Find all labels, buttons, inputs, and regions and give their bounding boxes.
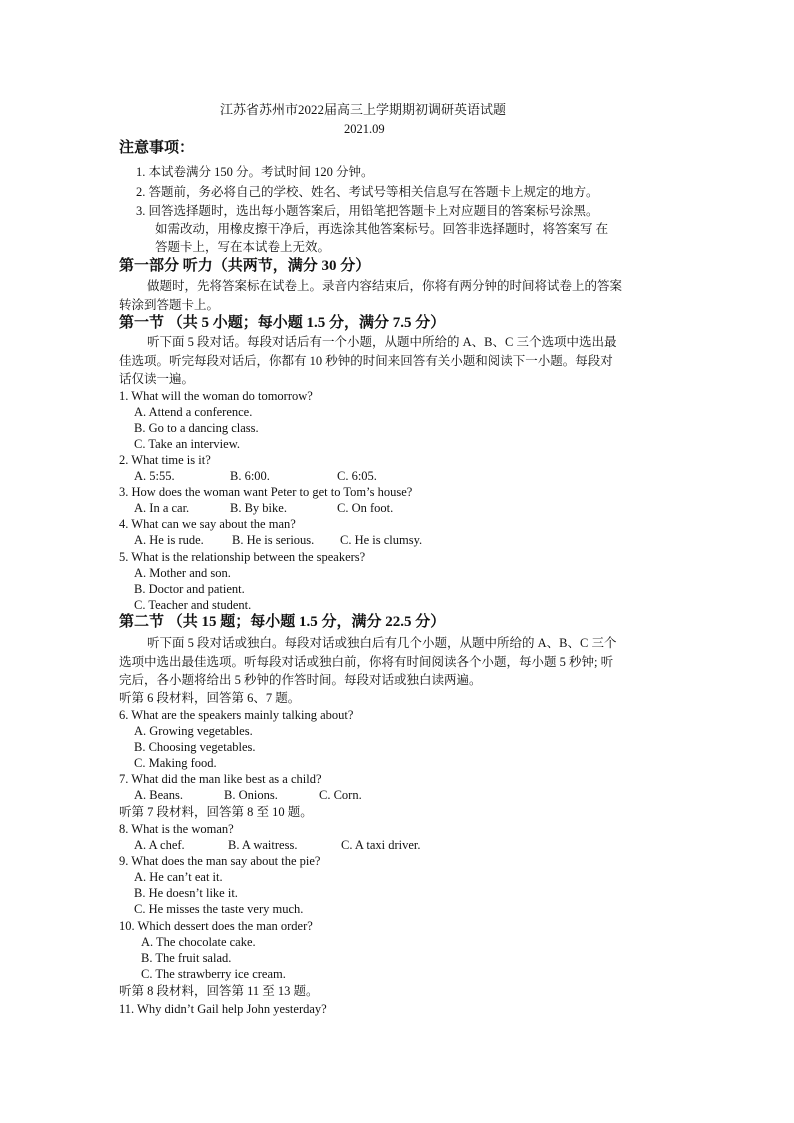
- question-5-option-b: B. Doctor and patient.: [134, 582, 245, 596]
- question-1-option-b: B. Go to a dancing class.: [134, 421, 259, 435]
- question-3-option-b: B. By bike.: [230, 501, 287, 515]
- question-2-option-c: C. 6:05.: [337, 469, 377, 483]
- question-5-option-a: A. Mother and son.: [134, 566, 231, 580]
- question-10-option-c: C. The strawberry ice cream.: [141, 967, 286, 981]
- question-2-option-b: B. 6:00.: [230, 469, 270, 483]
- section2-intro-line3: 完后，各小题将给出 5 秒钟的作答时间。每段对话或独白读两遍。: [119, 673, 482, 687]
- question-10-stem: 10. Which dessert does the man order?: [119, 919, 313, 933]
- question-8-option-c: C. A taxi driver.: [341, 838, 421, 852]
- part1-heading: 第一部分 听力（共两节，满分 30 分）: [119, 258, 371, 274]
- question-6-option-c: C. Making food.: [134, 756, 217, 770]
- notice-item-1: 1. 本试卷满分 150 分。考试时间 120 分钟。: [136, 165, 374, 179]
- section2-intro-line1: 听下面 5 段对话或独白。每段对话或独白后有几个小题，从题中所给的 A、B、C 三个: [147, 636, 617, 650]
- question-9-stem: 9. What does the man say about the pie?: [119, 854, 321, 868]
- question-8-stem: 8. What is the woman?: [119, 822, 234, 836]
- exam-title: 江苏省苏州市2022届高三上学期期初调研英语试题: [220, 102, 507, 117]
- notice-item-3-cont2: 答题卡上，写在本试卷上无效。: [155, 240, 331, 254]
- question-10-option-b: B. The fruit salad.: [141, 951, 232, 965]
- material-8-instruction: 听第 8 段材料，回答第 11 至 13 题。: [119, 984, 319, 998]
- question-5-stem: 5. What is the relationship between the speakers?: [119, 550, 366, 564]
- notice-item-3-cont1: 如需改动，用橡皮擦干净后，再选涂其他答案标号。回答非选择题时，将答案写 在: [155, 222, 609, 236]
- material-6-instruction: 听第 6 段材料，回答第 6、7 题。: [119, 691, 301, 705]
- question-2-option-a: A. 5:55.: [134, 469, 175, 483]
- question-7-stem: 7. What did the man like best as a child?: [119, 772, 322, 786]
- question-9-option-a: A. He can’t eat it.: [134, 870, 223, 884]
- question-7-option-b: B. Onions.: [224, 788, 278, 802]
- question-8-option-b: B. A waitress.: [228, 838, 298, 852]
- question-4-option-b: B. He is serious.: [232, 533, 315, 547]
- question-4-stem: 4. What can we say about the man?: [119, 517, 296, 531]
- section2-heading: 第二节 （共 15 题；每小题 1.5 分，满分 22.5 分）: [119, 614, 446, 630]
- section1-intro-line1: 听下面 5 段对话。每段对话后有一个小题，从题中所给的 A、B、C 三个选项中选出最: [147, 335, 617, 349]
- notice-item-3: 3. 回答选择题时，选出每小题答案后，用铅笔把答题卡上对应题目的答案标号涂黑。: [136, 204, 599, 218]
- question-6-option-b: B. Choosing vegetables.: [134, 740, 256, 754]
- section2-intro-line2: 选项中选出最佳选项。听每段对话或独白前，你将有时间阅读各个小题，每小题 5 秒钟; 听: [119, 655, 614, 669]
- question-7-option-c: C. Corn.: [319, 788, 362, 802]
- question-3-stem: 3. How does the woman want Peter to get to Tom’s house?: [119, 485, 413, 499]
- question-5-option-c: C. Teacher and student.: [134, 598, 252, 612]
- exam-date: 2021.09: [344, 122, 385, 136]
- question-9-option-b: B. He doesn’t like it.: [134, 886, 238, 900]
- question-8-option-a: A. A chef.: [134, 838, 185, 852]
- question-3-option-a: A. In a car.: [134, 501, 190, 515]
- question-6-option-a: A. Growing vegetables.: [134, 724, 253, 738]
- question-4-option-a: A. He is rude.: [134, 533, 204, 547]
- question-2-stem: 2. What time is it?: [119, 453, 211, 467]
- question-7-option-a: A. Beans.: [134, 788, 183, 802]
- notice-item-2: 2. 答题前，务必将自己的学校、姓名、考试号等相关信息写在答题卡上规定的地方。: [136, 185, 599, 199]
- section1-intro-line3: 话仅读一遍。: [119, 372, 195, 386]
- section1-heading: 第一节 （共 5 小题；每小题 1.5 分，满分 7.5 分）: [119, 315, 446, 331]
- question-1-option-c: C. Take an interview.: [134, 437, 241, 451]
- section1-intro-line2: 佳选项。听完每段对话后，你都有 10 秒钟的时间来回答有关小题和阅读下一小题。每段对: [119, 354, 613, 368]
- notice-heading: 注意事项：: [119, 140, 195, 156]
- question-4-option-c: C. He is clumsy.: [340, 533, 423, 547]
- question-10-option-a: A. The chocolate cake.: [141, 935, 256, 949]
- question-1-stem: 1. What will the woman do tomorrow?: [119, 389, 313, 403]
- question-1-option-a: A. Attend a conference.: [134, 405, 253, 419]
- material-7-instruction: 听第 7 段材料，回答第 8 至 10 题。: [119, 805, 313, 819]
- part1-intro-line1: 做题时，先将答案标在试卷上。录音内容结束后，你将有两分钟的时间将试卷上的答案: [147, 279, 623, 293]
- question-11-stem: 11. Why didn’t Gail help John yesterday?: [119, 1002, 327, 1016]
- question-3-option-c: C. On foot.: [337, 501, 394, 515]
- question-6-stem: 6. What are the speakers mainly talking about?: [119, 708, 354, 722]
- part1-intro-line2: 转涂到答题卡上。: [119, 298, 220, 312]
- question-9-option-c: C. He misses the taste very much.: [134, 902, 304, 916]
